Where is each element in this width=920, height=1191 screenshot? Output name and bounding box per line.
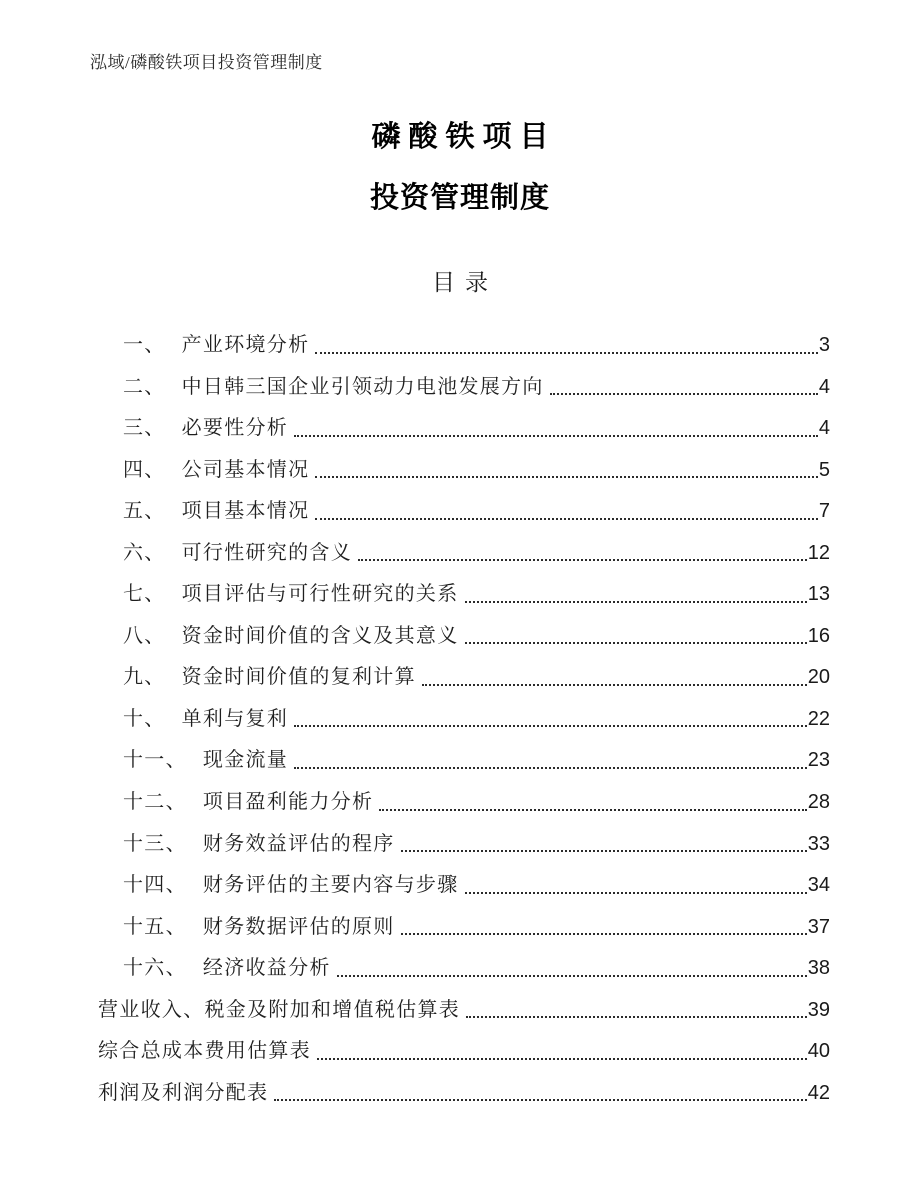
toc-entry-page-number: 4 xyxy=(818,417,830,440)
toc-entry-title: 公司基本情况 xyxy=(181,458,310,481)
toc-entry-title: 中日韩三国企业引领动力电池发展方向 xyxy=(181,375,544,398)
toc-entry[interactable] xyxy=(90,907,830,949)
toc-entry[interactable] xyxy=(90,699,830,741)
toc-entry[interactable] xyxy=(90,1073,830,1115)
toc-entry[interactable] xyxy=(90,865,830,907)
document-header: 泓域/磷酸铁项目投资管理制度 xyxy=(90,53,323,72)
toc-entry[interactable] xyxy=(90,450,830,492)
toc-entry-page-number: 12 xyxy=(807,541,830,564)
toc-entry-title: 项目评估与可行性研究的关系 xyxy=(181,583,459,606)
toc-dot-leader xyxy=(294,435,818,437)
toc-dot-leader xyxy=(315,518,817,520)
toc-entry-page-number: 5 xyxy=(818,458,830,481)
toc-entry-title: 利润及利润分配表 xyxy=(98,1081,269,1104)
toc-entry-number: 四、 xyxy=(123,458,166,481)
toc-entry[interactable] xyxy=(90,740,830,782)
toc-entry-title: 资金时间价值的复利计算 xyxy=(181,666,416,689)
toc-entry[interactable] xyxy=(90,533,830,575)
toc-entry-title: 经济收益分析 xyxy=(202,957,331,980)
toc-entry-title: 项目基本情况 xyxy=(181,500,310,523)
toc-entry[interactable] xyxy=(90,990,830,1032)
toc-heading: 目录 xyxy=(432,270,498,295)
toc-entry-page-number: 20 xyxy=(807,666,830,689)
toc-entry-title: 现金流量 xyxy=(202,749,289,772)
toc-entry[interactable] xyxy=(90,782,830,824)
toc-entry-title: 必要性分析 xyxy=(181,417,289,440)
toc-dot-leader xyxy=(379,809,806,811)
toc-dot-leader xyxy=(358,559,807,561)
document-title-line2: 投资管理制度 xyxy=(369,182,550,214)
toc-entry-page-number: 40 xyxy=(807,1040,830,1063)
toc-dot-leader xyxy=(315,476,817,478)
toc-entry-number: 十二、 xyxy=(123,791,187,814)
toc-entry-number: 二、 xyxy=(123,375,166,398)
toc-entry-number: 五、 xyxy=(123,500,166,523)
toc-entry-number: 十四、 xyxy=(123,874,187,897)
toc-entry-page-number: 4 xyxy=(818,375,830,398)
toc-list xyxy=(90,325,830,1114)
toc-dot-leader xyxy=(294,725,807,727)
toc-entry-number: 九、 xyxy=(123,666,166,689)
toc-entry-title: 财务数据评估的原则 xyxy=(202,915,395,938)
toc-entry[interactable] xyxy=(90,408,830,450)
toc-entry-page-number: 42 xyxy=(807,1081,830,1104)
toc-dot-leader xyxy=(337,975,807,977)
toc-dot-leader xyxy=(465,642,807,644)
toc-entry-page-number: 39 xyxy=(807,998,830,1021)
toc-entry-page-number: 23 xyxy=(807,749,830,772)
toc-entry-number: 十三、 xyxy=(123,832,187,855)
toc-entry[interactable] xyxy=(90,657,830,699)
toc-dot-leader xyxy=(317,1058,807,1060)
toc-entry[interactable] xyxy=(90,491,830,533)
toc-entry[interactable] xyxy=(90,1031,830,1073)
toc-entry-page-number: 37 xyxy=(807,915,830,938)
toc-entry[interactable] xyxy=(90,948,830,990)
toc-dot-leader xyxy=(274,1099,806,1101)
toc-entry-page-number: 16 xyxy=(807,624,830,647)
toc-entry[interactable] xyxy=(90,325,830,367)
toc-entry-title: 综合总成本费用估算表 xyxy=(98,1040,311,1063)
toc-entry-title: 资金时间价值的含义及其意义 xyxy=(181,624,459,647)
toc-entry-number: 十、 xyxy=(123,707,166,730)
toc-entry-title: 可行性研究的含义 xyxy=(181,541,353,564)
toc-entry-page-number: 7 xyxy=(818,500,830,523)
toc-dot-leader xyxy=(401,933,807,935)
toc-entry-title: 项目盈利能力分析 xyxy=(202,791,374,814)
toc-entry-page-number: 33 xyxy=(807,832,830,855)
toc-dot-leader xyxy=(315,352,817,354)
toc-dot-leader xyxy=(401,850,807,852)
toc-entry-number: 十六、 xyxy=(123,957,187,980)
document-title-line1: 磷酸铁项目 xyxy=(371,121,557,153)
toc-entry-number: 八、 xyxy=(123,624,166,647)
toc-entry-title: 单利与复利 xyxy=(181,707,289,730)
toc-entry-number: 一、 xyxy=(123,334,166,356)
toc-entry[interactable] xyxy=(90,824,830,866)
toc-dot-leader xyxy=(466,1016,807,1018)
toc-entry-title: 营业收入、税金及附加和增值税估算表 xyxy=(98,998,461,1021)
toc-dot-leader xyxy=(294,767,807,769)
toc-entry-title: 财务效益评估的程序 xyxy=(202,832,395,855)
toc-entry-page-number: 28 xyxy=(807,791,830,814)
toc-entry-page-number: 34 xyxy=(807,874,830,897)
toc-dot-leader xyxy=(550,393,818,395)
toc-dot-leader xyxy=(465,892,807,894)
toc-entry-number: 十五、 xyxy=(123,915,187,938)
toc-dot-leader xyxy=(465,601,807,603)
toc-entry-page-number: 22 xyxy=(807,707,830,730)
toc-entry-number: 十一、 xyxy=(123,749,187,772)
toc-entry-number: 三、 xyxy=(123,417,166,440)
toc-dot-leader xyxy=(422,684,807,686)
toc-entry-title: 财务评估的主要内容与步骤 xyxy=(202,874,459,897)
toc-entry-page-number: 3 xyxy=(818,334,830,356)
toc-entry[interactable] xyxy=(90,574,830,616)
toc-entry-page-number: 38 xyxy=(807,957,830,980)
toc-entry-number: 六、 xyxy=(123,541,166,564)
toc-entry[interactable] xyxy=(90,616,830,658)
toc-entry[interactable] xyxy=(90,367,830,409)
toc-entry-page-number: 13 xyxy=(807,583,830,606)
toc-entry-title: 产业环境分析 xyxy=(181,334,310,356)
toc-entry-number: 七、 xyxy=(123,583,166,606)
